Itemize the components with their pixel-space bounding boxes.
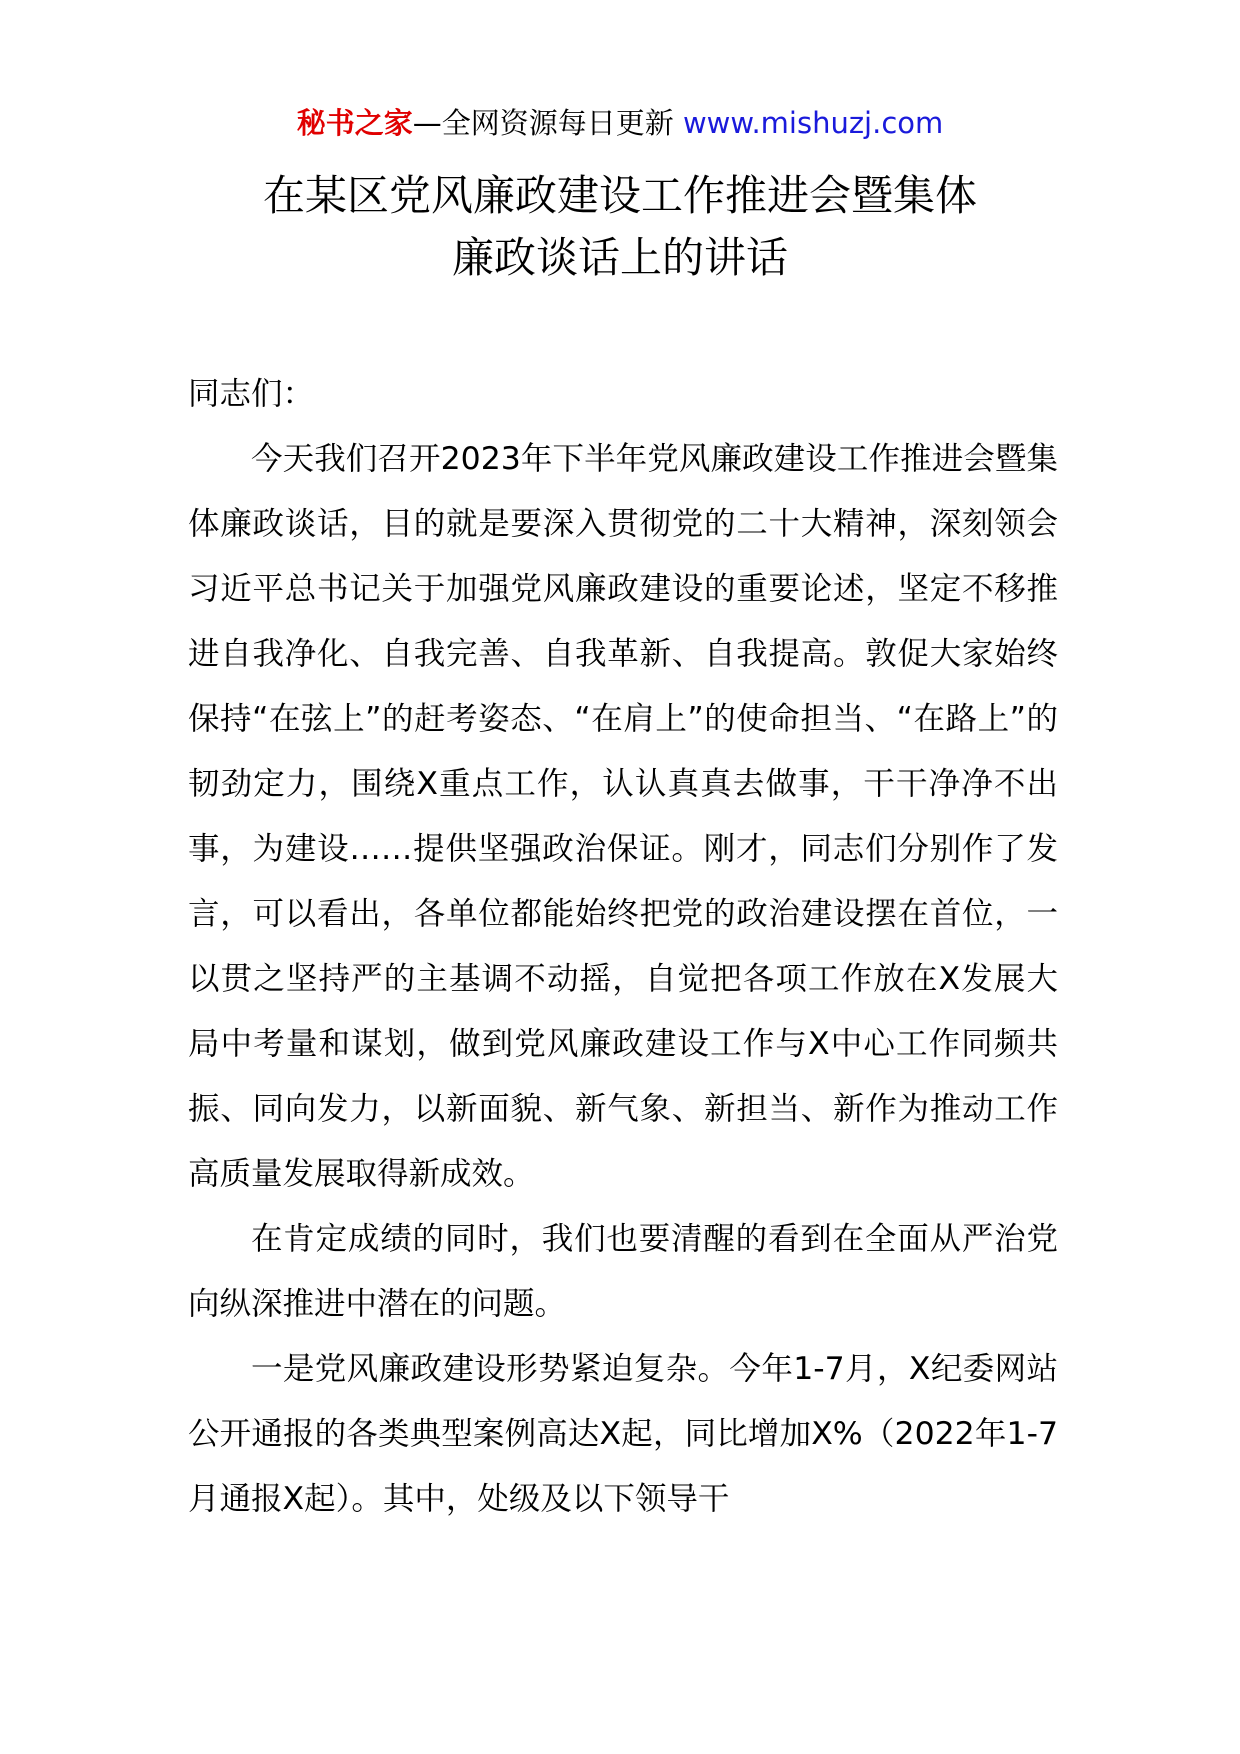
document-title — [120, 165, 1120, 289]
site-header — [0, 103, 1240, 143]
paragraph-2: 在肯定成绩的同时，我们也要清醒的看到在全面从严治党向纵深推进中潜在的问题。 — [188, 1221, 1058, 1322]
site-url-link[interactable]: www.mishuzj.com — [682, 106, 944, 140]
paragraph-3: 一是党风廉政建设形势紧迫复杂。今年1-7月，X纪委网站公开通报的各类典型案例高达X起，同比增加X%（2022年1-7月通报X起）。其中，处级及以下领导干 — [188, 1351, 1058, 1517]
brand-name: 秘书之家 — [296, 106, 413, 140]
document-body — [188, 362, 1058, 1532]
header-tagline: —全网资源每日更新 — [412, 106, 674, 140]
title-line-1: 在某区党风廉政建设工作推进会暨集体 — [262, 171, 977, 220]
salutation: 同志们： — [188, 376, 315, 412]
title-line-2: 廉政谈话上的讲话 — [451, 233, 788, 282]
paragraph-1: 今天我们召开2023年下半年党风廉政建设工作推进会暨集体廉政谈话，目的就是要深入贯彻党的二十大精神，深刻领会习近平总书记关于加强党风廉政建设的重要论述，坚定不移推进自我净化、自我完善、自我革新、自我提高。敦促大家始终保持“在弦上”的赶考姿态、“在肩上”的使命担当、“在路上”的韧劲定力，围绕X重点工作，认认真真去做事，干干净净不出事，为建设……提供坚强政治保证。刚才，同志们分别作了发言，可以看出，各单位都能始终把党的政治建设摆在首位，一以贯之坚持严的主基调不动摇，自觉把各项工作放在X发展大局中考量和谋划，做到党风廉政建设工作与X中心工作同频共振、同向发力，以新面貌、新气象、新担当、新作为推动工作高质量发展取得新成效。 — [188, 441, 1058, 1192]
